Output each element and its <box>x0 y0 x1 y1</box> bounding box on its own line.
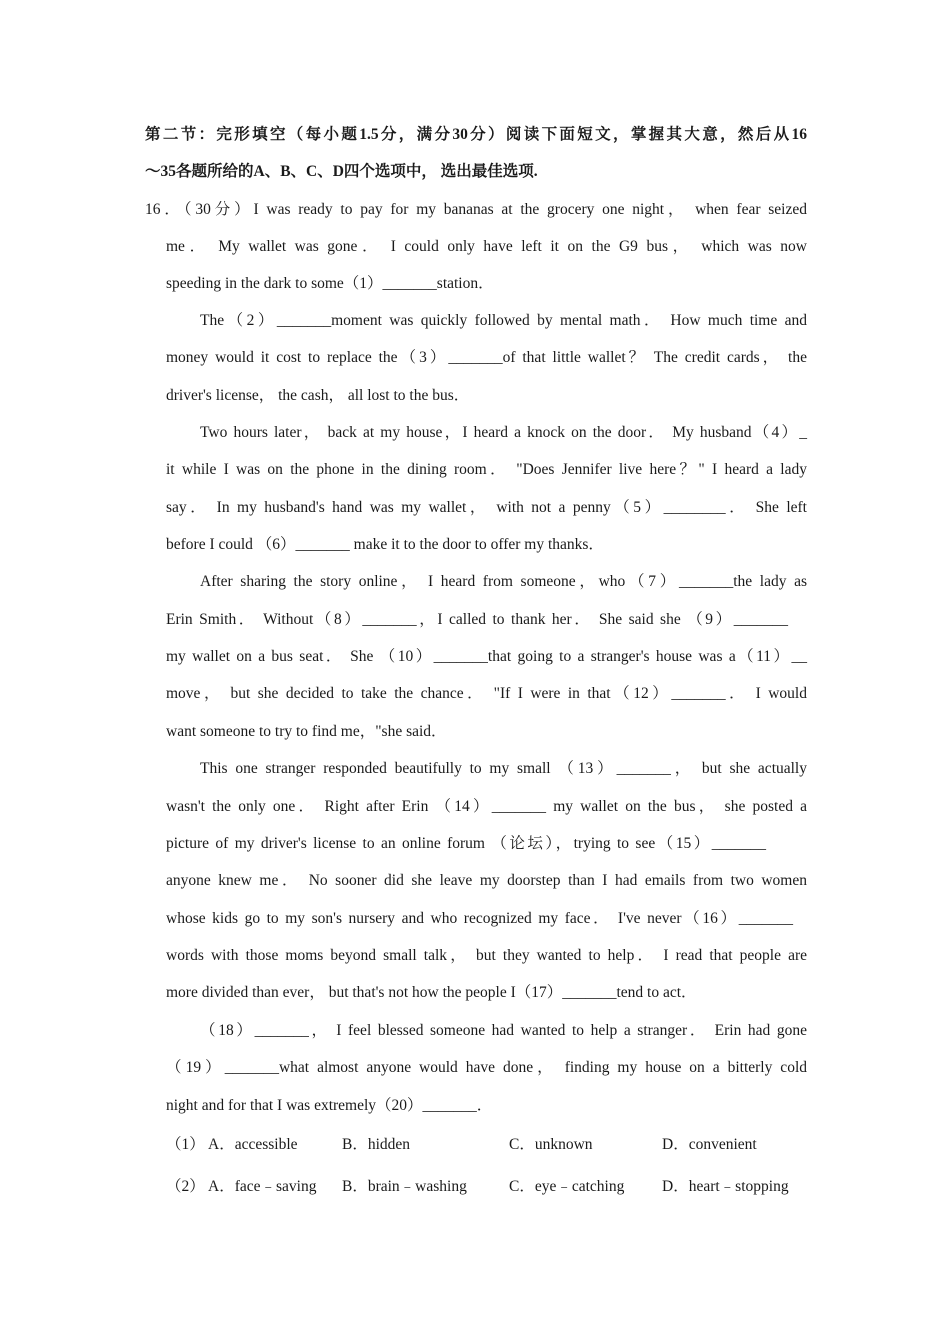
passage-line: want someone to try to find me，"she said． <box>166 723 447 740</box>
passage-line: words with those moms beyond small talk， but they wanted to help． I read that people are <box>166 947 807 964</box>
passage-line: （18）_______， I feel blessed someone had wanted to help a stranger． Erin had gone <box>200 1022 807 1039</box>
option-number: （1） <box>166 1136 205 1153</box>
option-d: D．convenient <box>662 1136 757 1153</box>
passage-line: The（2）_______moment was quickly followed by mental math． How much time and <box>200 312 807 329</box>
passage-line: say． In my husband's hand was my wallet， with not a penny（5）________． She left <box>166 499 807 516</box>
option-row-2 <box>166 1177 807 1197</box>
passage-line: picture of my driver's license to an online forum （论坛），trying to see（15）_______ <box>166 835 766 852</box>
option-a: A．face﹣saving <box>208 1178 317 1195</box>
passage-line: This one stranger responded beautifully to my small （13）_______， but she actually <box>200 760 807 777</box>
section-title-line-1: 第二节：完形填空（每小题1.5分，满分30分）阅读下面短文，掌握其大意，然后从16 <box>145 126 807 143</box>
passage-line: wasn't the only one． Right after Erin （14）_______ my wallet on the bus， she posted a <box>166 798 807 815</box>
option-b: B．brain﹣washing <box>342 1178 467 1195</box>
passage-line: my wallet on a bus seat． She （10）_______that going to a stranger's house was a（11）__ <box>166 648 807 665</box>
option-number: （2） <box>166 1178 205 1195</box>
option-a: A．accessible <box>208 1136 298 1153</box>
passage-line: 16．（30分）I was ready to pay for my bananas at the grocery one night， when fear seized <box>145 201 807 218</box>
passage-line: it while I was on the phone in the dining room． "Does Jennifer live here？" I heard a lady <box>166 461 807 478</box>
passage-line: After sharing the story online， I heard from someone，who（7）_______the lady as <box>200 573 807 590</box>
passage-line: night and for that I was extremely（20）_______． <box>166 1097 493 1114</box>
passage-line: speeding in the dark to some（1）_______station． <box>166 275 494 292</box>
passage-line: Erin Smith． Without（8）_______，I called to thank her． She said she （9）_______ <box>166 611 788 628</box>
passage-line: move， but she decided to take the chance． "If I were in that（12）_______． I would <box>166 685 807 702</box>
passage-line: money would it cost to replace the（3）_______of that little wallet？ The credit cards， the <box>166 349 807 366</box>
passage-line: more divided than ever， but that's not how the people I（17）_______tend to act． <box>166 984 697 1001</box>
option-b: B．hidden <box>342 1136 411 1153</box>
option-d: D．heart﹣stopping <box>662 1178 789 1195</box>
passage-line: anyone knew me． No sooner did she leave my doorstep than I had emails from two women <box>166 872 807 889</box>
passage-line: （19）_______what almost anyone would have done， finding my house on a bitterly cold <box>166 1059 807 1076</box>
section-title-line-2: ～35各题所给的A、B、C、D四个选项中， 选出最佳选项. <box>145 163 538 180</box>
passage-line: before I could （6）_______ make it to the door to offer my thanks． <box>166 536 604 553</box>
passage-line: driver's license， the cash， all lost to the bus． <box>166 387 470 404</box>
passage-line: me． My wallet was gone． I could only have left it on the G9 bus， which was now <box>166 238 807 255</box>
option-c: C．unknown <box>509 1136 593 1153</box>
passage-line: whose kids go to my son's nursery and who recognized my face． I've never（16）_______ <box>166 910 793 927</box>
option-c: C．eye﹣catching <box>509 1178 625 1195</box>
option-row-1 <box>166 1135 807 1155</box>
passage-line: Two hours later， back at my house，I heard a knock on the door． My husband（4）_ <box>200 424 807 441</box>
